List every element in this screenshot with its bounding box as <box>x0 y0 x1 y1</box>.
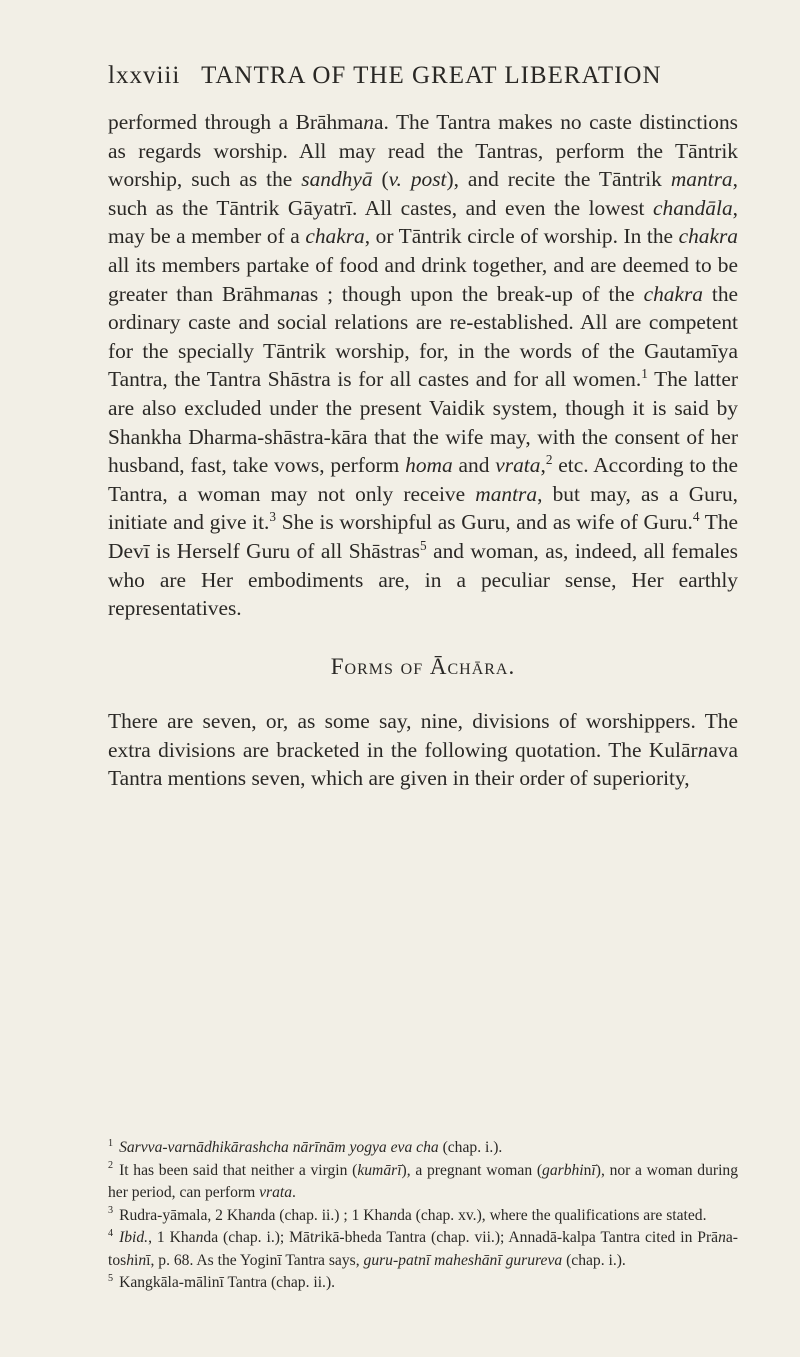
text-run: n <box>195 1229 204 1246</box>
text-run: dāla <box>694 195 733 220</box>
section-heading: Forms of Āchāra. <box>330 653 516 679</box>
footnote-number: 4 <box>108 1227 114 1239</box>
text-run: Ibid. <box>119 1229 149 1246</box>
footnote-1 <box>108 1137 738 1160</box>
footnote-4 <box>108 1227 738 1272</box>
footnote-number: 2 <box>108 1160 114 1172</box>
text-run: n <box>683 195 695 220</box>
running-title: TANTRA OF THE GREAT LIBERATION <box>201 62 662 89</box>
text-run: It has been said that neither a virgin ( <box>119 1161 358 1179</box>
text-run: performed through a Brāhma <box>108 110 364 134</box>
running-header <box>108 62 748 90</box>
text-run: ), a pregnant woman ( <box>401 1161 543 1179</box>
text-run: as ; though upon the break-up of the <box>300 281 644 306</box>
text-run: . <box>292 1184 296 1201</box>
page-number: lxxviii <box>108 62 181 89</box>
text-run: n <box>697 737 709 762</box>
footnote-3 <box>108 1205 738 1228</box>
text-run: mantra <box>475 481 538 506</box>
footnotes <box>108 1137 738 1295</box>
text-run: ikā-bheda Tantra (chap. vii.); Annadā-kalpa Tantra cited in Prā <box>320 1229 719 1246</box>
text-run: the ordinary caste and social relations are re-established. All are competent for the specially Tāntrik worship, for, in the words of the Gautamīya Tantra, the Tantra Shāstra is for all castes and for all women. <box>108 281 739 392</box>
text-run: ī, p. 68. As the Yoginī Tantra says, <box>146 1251 364 1269</box>
text-run: , such as the Tāntrik Gāyatrī. All castes, and even the lowest <box>108 167 738 220</box>
text-run: ādhikārashcha nārīnām yogya eva cha <box>196 1139 439 1156</box>
text-run: etc. According to the Tantra, a woman may not only receive <box>108 453 738 506</box>
footnote-ref-4: 4 <box>692 509 700 525</box>
text-run: sandhyā <box>301 167 373 192</box>
text-run: , or Tāntrik circle of worship. In the <box>364 224 679 249</box>
text-run: There are seven, or, as some say, nine, divisions of worshippers. The extra divisions are bracketed in the following quotation. The Kulār <box>108 709 738 762</box>
text-run: and <box>452 453 496 478</box>
text-run: mantra <box>670 167 733 192</box>
text-run: She is worshipful as Guru, and as wife of Guru. <box>276 510 693 535</box>
text-run: (chap. i.). <box>562 1251 626 1269</box>
text-run: Kangkāla-mālinī Tantra (chap. ii.). <box>119 1274 336 1291</box>
text-run: n <box>138 1251 147 1269</box>
main-text <box>108 108 738 793</box>
text-run: ( <box>372 167 389 192</box>
text-run: all its members partake of food and drink together, and are deemed to be greater than Brāhma <box>108 252 738 306</box>
footnote-number: 3 <box>108 1205 114 1217</box>
text-run: vrata <box>259 1184 293 1201</box>
text-run: n <box>289 281 301 306</box>
text-run: cha <box>653 195 684 220</box>
text-run: ), and recite the Tāntrik <box>446 167 671 192</box>
text-run: da (chap. xv.), where the qualifications are stated. <box>397 1206 707 1224</box>
paragraph-1 <box>108 108 738 623</box>
text-run: ava Tantra mentions seven, which are given in their order of superiority, <box>108 737 738 791</box>
text-run: Rudra-yāmala, 2 Kha <box>119 1206 253 1224</box>
footnote-5 <box>108 1272 738 1295</box>
text-run: ī <box>591 1161 596 1179</box>
text-run: The Devī is Herself Guru of all Shāstras <box>108 510 739 563</box>
text-run: n <box>363 110 374 134</box>
text-run: da (chap. ii.) ; 1 Kha <box>260 1206 390 1224</box>
text-run: chakra <box>643 281 703 306</box>
footnote-number: 1 <box>108 1137 114 1149</box>
text-run: v. post <box>388 167 447 192</box>
text-run: i <box>134 1251 139 1269</box>
footnote-2 <box>108 1160 738 1205</box>
text-run: h <box>126 1251 134 1269</box>
text-run: guru-patnī maheshānī gurureva <box>363 1251 563 1269</box>
text-run: da (chap. i.); Māt <box>203 1229 315 1246</box>
footnote-ref-2: 2 <box>545 452 553 467</box>
text-run: , <box>540 453 546 478</box>
text-run: chakra <box>678 224 738 249</box>
text-run: n <box>188 1139 197 1156</box>
text-run: n <box>389 1206 398 1224</box>
text-run: chakra <box>305 224 365 249</box>
text-run: homa <box>405 453 453 478</box>
text-run: r <box>314 1229 321 1246</box>
footnote-ref-1: 1 <box>641 366 648 382</box>
text-run: a-tos <box>108 1229 738 1269</box>
footnote-ref-3: 3 <box>269 509 277 525</box>
text-run: vrata <box>495 453 541 478</box>
text-run: and woman, as, indeed, all females who are Her embodiments are, in a peculiar sense, Her earthly representatives. <box>108 538 738 621</box>
text-run: n <box>583 1161 592 1179</box>
text-run: The latter are also excluded under the present Vaidik system, though it is said by Shankha Dharma-shāstra-kāra that the wife may, with the consent of her husband, fast, take vows, perform <box>108 367 738 478</box>
text-run: ), nor a woman during her period, can perform <box>108 1161 739 1201</box>
text-run: garbhi <box>542 1161 584 1179</box>
paragraph-2 <box>108 707 738 793</box>
text-run: kumārī <box>357 1161 402 1179</box>
text-run: a. The Tantra makes no caste distinctions as regards worship. All may read the Tantras, perform the Tāntrik worship, such as the <box>108 110 738 192</box>
footnote-number: 5 <box>108 1272 114 1284</box>
text-run: , may be a member of a <box>108 195 738 249</box>
text-run: , 1 Kha <box>148 1229 196 1246</box>
text-run: , but may, as a Guru, initiate and give it. <box>108 481 738 535</box>
text-run: Sarvva-var <box>119 1139 189 1156</box>
footnote-ref-5: 5 <box>420 537 427 553</box>
text-run: n <box>252 1206 261 1224</box>
text-run: n <box>718 1229 726 1246</box>
text-run: (chap. i.). <box>438 1139 503 1156</box>
